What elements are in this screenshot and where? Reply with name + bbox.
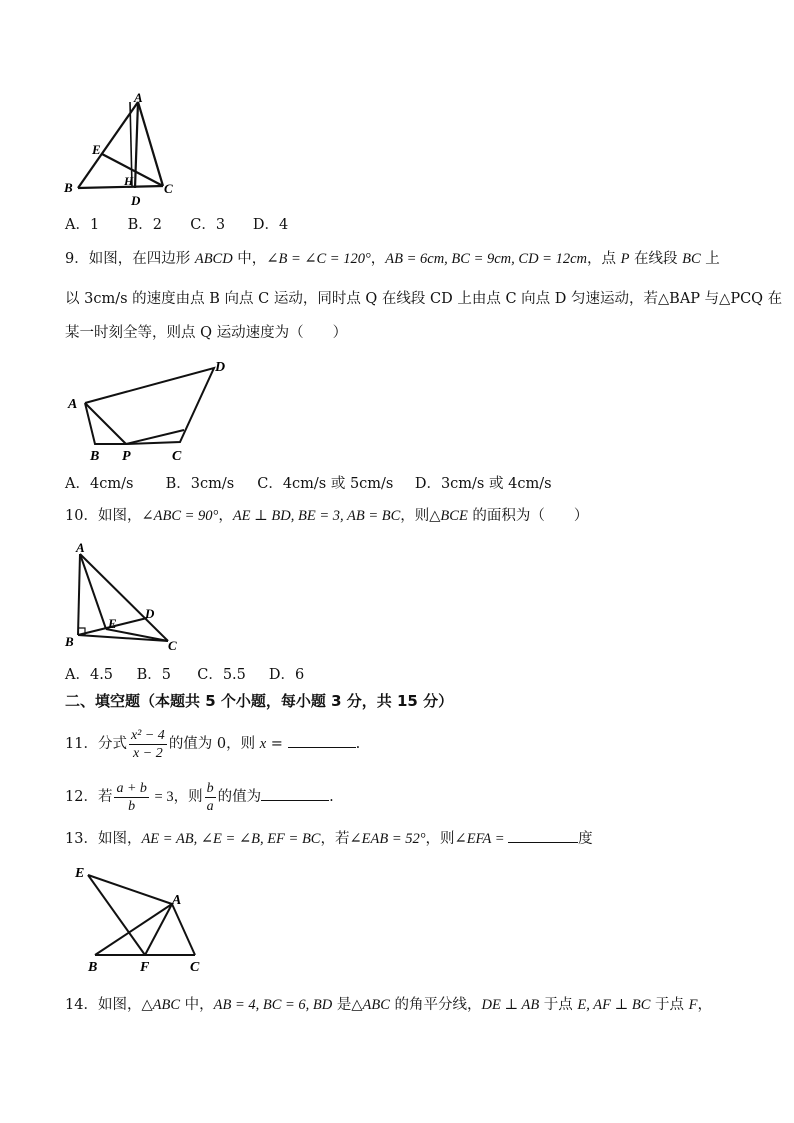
options-q10: [65, 665, 304, 685]
fraction: [114, 780, 148, 815]
label-b: B: [90, 449, 100, 464]
math: P: [620, 251, 630, 267]
text: ，: [370, 251, 386, 267]
text: 的角平分线，: [389, 997, 482, 1013]
label-h: H: [124, 174, 134, 188]
answer-blank[interactable]: [288, 733, 356, 748]
line-ap: [85, 403, 126, 444]
figure-q10: [60, 540, 190, 652]
fraction: [129, 727, 167, 762]
text: .: [329, 789, 334, 805]
figure-q8: [60, 88, 190, 208]
question-number: 10．: [65, 508, 98, 524]
numerator: a + b: [116, 780, 147, 796]
label-e: E: [108, 616, 117, 631]
text: 如图，: [97, 508, 142, 524]
option-b[interactable]: B．5: [136, 667, 171, 683]
label-a: A: [172, 893, 182, 908]
math: ABCD: [194, 251, 233, 267]
label-d: D: [131, 193, 141, 208]
text: .: [355, 736, 361, 752]
line-ba: [95, 904, 172, 955]
denominator: b: [128, 798, 136, 814]
question-number: 11．: [65, 736, 98, 752]
section-heading: 二、填空题（本题共 5 个小题，每小题 3 分，共 15 分）: [65, 692, 454, 710]
options-q9: [65, 474, 552, 494]
question-11: [65, 724, 360, 764]
answer-blank[interactable]: [261, 786, 329, 801]
math: AE ⊥ BD, BE = 3, AB = BC: [232, 508, 401, 524]
option-a[interactable]: A．4cm/s: [65, 476, 134, 492]
math: F: [688, 997, 698, 1013]
label-a: A: [76, 540, 85, 555]
option-b[interactable]: B．3cm/s: [165, 476, 235, 492]
question-9-line3: 某一时刻全等，则点 Q 运动速度为（ ）: [65, 325, 348, 341]
text: ，则: [173, 789, 203, 805]
math: ∠EAB = 52°: [349, 831, 426, 847]
line-ac: [172, 904, 195, 955]
math: ∠B = ∠C = 120°: [266, 251, 371, 267]
line-fa: [145, 904, 172, 955]
line-ab: [78, 554, 80, 635]
label-d: D: [145, 606, 155, 621]
math: E, AF ⊥ BC: [577, 997, 651, 1013]
numerator: x² − 4: [130, 727, 165, 743]
label-a: A: [134, 90, 143, 105]
math: ∠EFA =: [454, 831, 509, 847]
option-a[interactable]: A．4.5: [65, 667, 114, 683]
text: ，则: [425, 831, 455, 847]
label-b: B: [88, 960, 98, 975]
question-14: [65, 995, 712, 1015]
label-p: P: [122, 449, 131, 464]
label-d: D: [215, 360, 226, 375]
text: 的值为: [217, 789, 262, 805]
line-ad: [135, 102, 138, 188]
label-f: F: [140, 960, 150, 975]
option-c[interactable]: C．3: [190, 217, 226, 233]
text: 分式: [97, 736, 127, 752]
text: ，则: [400, 508, 430, 524]
text: 如图，: [97, 831, 142, 847]
label-b: B: [65, 634, 74, 649]
text: ，点: [586, 251, 621, 267]
text: 于点: [650, 997, 689, 1013]
math: = 3: [150, 789, 174, 805]
text: 是: [332, 997, 352, 1013]
question-number: 9．: [65, 251, 89, 267]
line-ef: [88, 875, 145, 955]
math: △BCE: [429, 508, 468, 524]
option-c[interactable]: C．4cm/s 或 5cm/s: [257, 476, 394, 492]
text: 如图，在四边形: [88, 251, 195, 267]
text: 的值为 0，则: [168, 736, 260, 752]
question-9-line1: [65, 249, 720, 269]
math: AB = 4, BC = 6, BD: [213, 997, 333, 1013]
question-number: 12．: [65, 789, 98, 805]
math: AB = 6cm, BC = 9cm, CD = 12cm: [385, 251, 587, 267]
numerator: b: [206, 780, 214, 796]
text: 若: [97, 789, 113, 805]
line-ea: [88, 875, 172, 904]
line-ac: [80, 554, 168, 641]
label-c: C: [172, 449, 182, 464]
math: AE = AB, ∠E = ∠B, EF = BC: [141, 831, 321, 847]
label-c: C: [168, 638, 177, 652]
line-bc: [78, 186, 163, 188]
text: 如图，: [97, 997, 142, 1013]
options-q8: [65, 215, 288, 235]
text: ，若: [320, 831, 350, 847]
label-b: B: [64, 180, 73, 195]
text: 中，: [232, 251, 267, 267]
text: 上: [700, 251, 720, 267]
denominator: x − 2: [133, 745, 163, 761]
figure-q13: [70, 862, 220, 977]
text: 在线段: [629, 251, 683, 267]
figure-q9: [60, 356, 240, 464]
denominator: a: [206, 798, 214, 814]
label-c: C: [164, 181, 173, 196]
text: 于点: [539, 997, 578, 1013]
option-b[interactable]: B．2: [127, 217, 162, 233]
option-d[interactable]: D．3cm/s 或 4cm/s: [414, 476, 552, 492]
text: ，: [218, 508, 233, 524]
text: 中，: [180, 997, 214, 1013]
line-ae: [80, 554, 106, 629]
question-13: [65, 828, 593, 849]
math: DE ⊥ AB: [481, 997, 540, 1013]
math: ∠ABC = 90°: [141, 508, 219, 524]
label-a: A: [68, 397, 78, 412]
label-e: E: [92, 142, 101, 157]
line-ac: [138, 102, 163, 186]
text: 度: [578, 831, 593, 847]
text: ，: [697, 997, 712, 1013]
fraction: [205, 780, 216, 815]
math: x: [259, 736, 267, 752]
answer-blank[interactable]: [508, 828, 578, 843]
quadrilateral-abcd: [85, 368, 214, 444]
option-a[interactable]: A．1: [65, 217, 100, 233]
label-e: E: [75, 866, 85, 881]
text: =: [266, 736, 288, 752]
math: △ABC: [141, 997, 180, 1013]
text: 的面积为（ ）: [467, 508, 589, 524]
question-number: 13．: [65, 831, 98, 847]
question-10: [65, 506, 588, 526]
question-number: 14．: [65, 997, 98, 1013]
option-d[interactable]: D．4: [252, 217, 289, 233]
math: BC: [682, 251, 701, 267]
question-12: [65, 777, 334, 817]
option-c[interactable]: C．5.5: [197, 667, 246, 683]
label-c: C: [190, 960, 200, 975]
question-9-line2: 以 3cm/s 的速度由点 B 向点 C 运动，同时点 Q 在线段 CD 上由点 C 向点 D 匀速运动，若△BAP 与△PCQ 在: [65, 291, 783, 307]
math: △ABC: [351, 997, 390, 1013]
option-d[interactable]: D．6: [268, 667, 305, 683]
